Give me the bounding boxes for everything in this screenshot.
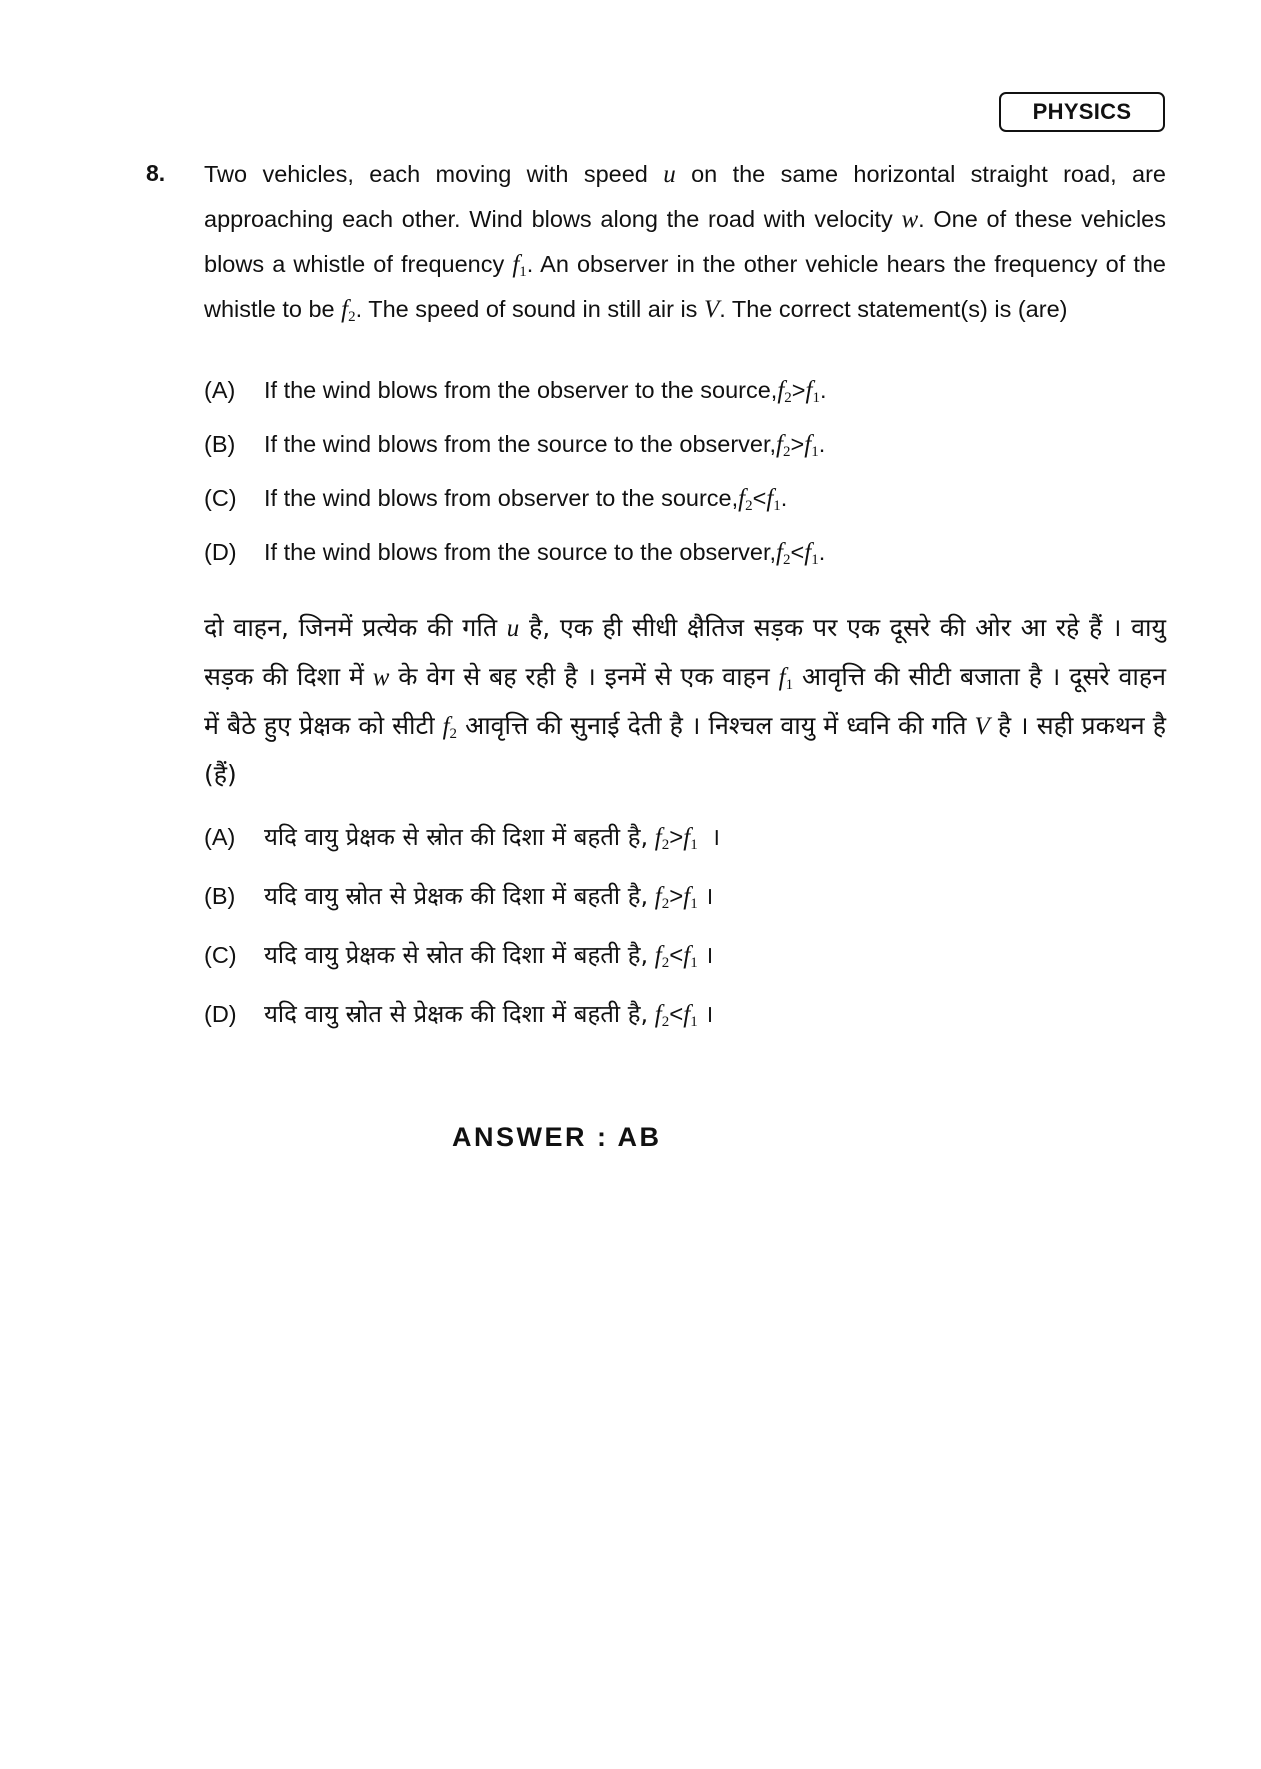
option-text: यदि वायु प्रेक्षक से स्रोत की दिशा में बहती है, [264, 823, 649, 851]
q-text-6: . The correct statement(s) is (are) [719, 296, 1068, 322]
relation: > [669, 883, 684, 910]
option-end: । [704, 1000, 714, 1028]
var-f2: $f_2$ [654, 883, 670, 912]
option-en-b [204, 429, 825, 460]
var-V: V [703, 296, 720, 323]
option-en-c [204, 483, 787, 514]
option-end: . [818, 431, 826, 457]
relation: > [791, 377, 806, 403]
option-end: । [711, 823, 721, 851]
var-f2: $f_2$ [654, 1001, 670, 1030]
var-w: w [901, 206, 919, 233]
var-f1: $f_1$ [805, 377, 820, 406]
var-f1: $f_1$ [778, 664, 794, 693]
option-end: । [704, 941, 714, 969]
question-text-hindi: दो वाहन, जिनमें प्रत्येक की गति u है, एक ही सीधी क्षैतिज सड़क पर एक दूसरे की ओर आ रहे हैं । वायु सड़क की दिशा में w के वेग से बह रही है । इनमें से एक वाहन $f_1$ आवृत्ति की सीटी बजाता है । दूसरे वाहन में बैठे हुए प्रेक्षक को सीटी $f_2$ आवृत्ति की सुनाई देती है । निश्चल वायु में ध्वनि की गति V है । सही प्रकथन है (हैं) [204, 613, 1166, 789]
relation: < [669, 1001, 684, 1028]
option-label: (D) [204, 1001, 237, 1027]
option-end: . [780, 485, 788, 511]
option-label: (D) [204, 539, 237, 565]
option-text: If the wind blows from the source to the observer, [264, 539, 777, 565]
answer-key: ANSWER : AB [452, 1122, 662, 1152]
option-label: (A) [204, 824, 236, 850]
var-f2: $f_2$ [341, 296, 356, 325]
q-text-5: . The speed of sound in still air is [355, 296, 704, 322]
subject-label: PHYSICS [999, 92, 1165, 132]
var-f1: $f_1$ [683, 824, 698, 853]
q-text-3: . One of these vehicles blows a whistle of frequency [204, 206, 1166, 277]
option-hi-b [204, 881, 714, 912]
option-label: (B) [204, 431, 236, 457]
var-f2: $f_2$ [654, 942, 670, 971]
var-f1: $f_1$ [766, 485, 781, 514]
option-text: If the wind blows from the observer to the source, [264, 377, 778, 403]
option-end: . [818, 539, 826, 565]
var-u: u [506, 615, 520, 642]
var-f2: $f_2$ [654, 824, 670, 853]
relation: > [790, 431, 805, 457]
option-hi-c [204, 940, 714, 971]
option-label: (B) [204, 883, 236, 909]
option-text: यदि वायु स्रोत से प्रेक्षक की दिशा में बहती है, [264, 1000, 649, 1028]
option-end: । [704, 882, 714, 910]
option-label: (A) [204, 377, 236, 403]
question-text-english [204, 152, 1166, 332]
q-text-2: on the same horizontal straight road, are approaching each other. Wind blows along the road with velocity [204, 161, 1166, 232]
option-en-a [204, 375, 827, 406]
var-u: u [663, 161, 676, 188]
q-text-1: Two vehicles, each moving with speed [204, 161, 664, 187]
relation: < [669, 942, 684, 969]
relation: < [790, 539, 805, 565]
var-f1: $f_1$ [804, 539, 819, 568]
var-f2: $f_2$ [442, 713, 458, 742]
var-V: V [974, 713, 990, 740]
option-text: यदि वायु प्रेक्षक से स्रोत की दिशा में बहती है, [264, 941, 649, 969]
option-hi-d [204, 999, 714, 1030]
option-end: . [819, 377, 827, 403]
var-f1: $f_1$ [683, 942, 698, 971]
var-w: w [372, 664, 390, 691]
option-text: यदि वायु स्रोत से प्रेक्षक की दिशा में बहती है, [264, 882, 649, 910]
var-f1: $f_1$ [512, 251, 527, 280]
var-f1: $f_1$ [683, 1001, 698, 1030]
var-f2: $f_2$ [738, 485, 753, 514]
var-f2: $f_2$ [776, 431, 791, 460]
option-text: If the wind blows from the source to the observer, [264, 431, 777, 457]
relation: < [752, 485, 767, 511]
var-f1: $f_1$ [683, 883, 698, 912]
relation: > [669, 824, 684, 851]
option-label: (C) [204, 942, 237, 968]
question-number: 8. [146, 160, 166, 186]
q-text-4: . An observer in the other vehicle hears the frequency of the whistle to be [204, 251, 1166, 322]
option-en-d [204, 537, 825, 568]
option-text: If the wind blows from observer to the source, [264, 485, 739, 511]
var-f2: $f_2$ [776, 539, 791, 568]
var-f2: $f_2$ [777, 377, 792, 406]
var-f1: $f_1$ [804, 431, 819, 460]
option-hi-a [204, 822, 720, 853]
option-label: (C) [204, 485, 237, 511]
